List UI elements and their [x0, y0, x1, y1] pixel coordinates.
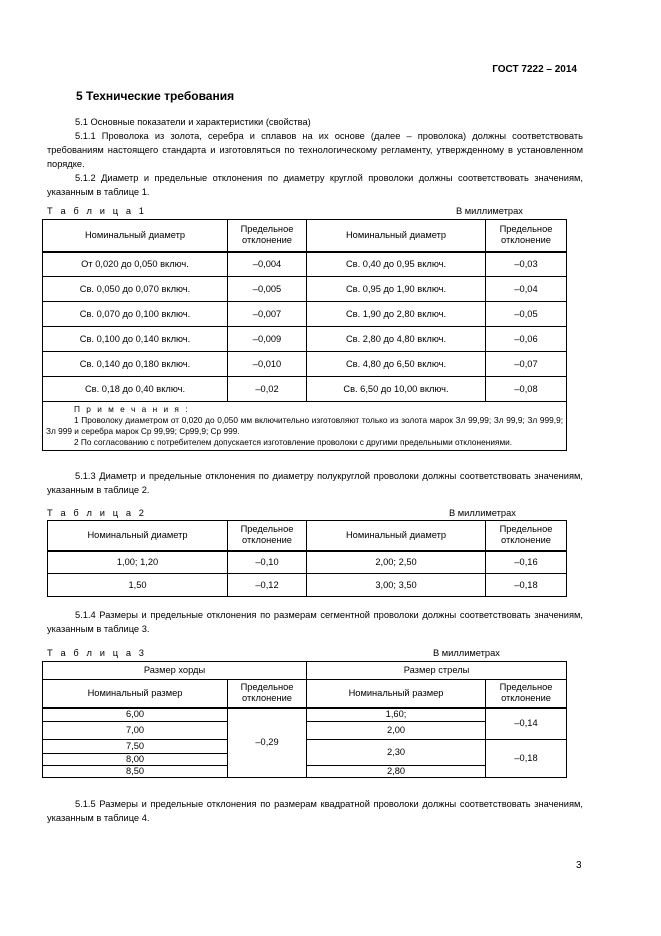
table3-header-cell: Предельное отклонение	[228, 680, 307, 708]
table3-group-chord: Размер хорды	[43, 662, 307, 680]
table3-header-row	[43, 680, 567, 708]
table-cell: –0,18	[486, 574, 567, 597]
table-cell: Св. 6,50 до 10,00 включ.	[307, 377, 486, 402]
note-2: 2 По согласованию с потребителем допускается изготовление проволоки с другими предельными отклонениями.	[74, 437, 513, 447]
table1-header-cell: Номинальный диаметр	[43, 220, 228, 252]
table1-caption: Т а б л и ц а 1	[47, 206, 147, 216]
table3-arrow-tolerance-2: –0,18	[486, 740, 567, 778]
table2-header-row	[48, 521, 567, 551]
table-cell: 2,80	[307, 766, 486, 778]
paragraph-5-1-4: 5.1.4 Размеры и предельные отклонения по размерам сегментной проволоки должны соответствовать значениям, указанным в таблице 3.	[47, 610, 583, 634]
table-cell: 2,00	[307, 722, 486, 740]
table2-header-cell: Предельное отклонение	[228, 521, 307, 551]
table-cell: –0,06	[486, 327, 567, 352]
table-cell: –0,010	[228, 352, 307, 377]
table3-group-arrow: Размер стрелы	[307, 662, 567, 680]
table-cell: –0,16	[486, 551, 567, 574]
table-cell: Св. 4,80 до 6,50 включ.	[307, 352, 486, 377]
table-row	[43, 352, 567, 377]
table-cell: –0,03	[486, 252, 567, 277]
table-cell: –0,07	[486, 352, 567, 377]
table1-header-cell: Предельное отклонение	[486, 220, 567, 252]
table-cell: –0,004	[228, 252, 307, 277]
table-cell: –0,12	[228, 574, 307, 597]
table3-header-cell: Номинальный размер	[43, 680, 228, 708]
table2	[47, 520, 567, 597]
paragraph-5-1-1: 5.1.1 Проволока из золота, серебра и сплавов на их основе (далее – проволока) должны соответствовать требованиям настоящего стандарта и изготовляться по технологическому регламенту, утвержденному в установленном порядке.	[47, 131, 583, 169]
table-row	[43, 252, 567, 277]
table-cell: 7,50	[43, 740, 228, 754]
table1-notes	[43, 402, 567, 451]
table-cell: –0,10	[228, 551, 307, 574]
table-cell: 6,00	[43, 708, 228, 722]
table-cell: Св. 0,070 до 0,100 включ.	[43, 302, 228, 327]
table-row	[48, 551, 567, 574]
table3-header-cell: Предельное отклонение	[486, 680, 567, 708]
table-cell: –0,02	[228, 377, 307, 402]
table3	[42, 661, 567, 778]
table-cell: 8,50	[43, 766, 228, 778]
table-cell: –0,04	[486, 277, 567, 302]
note-1: 1 Проволоку диаметром от 0,020 до 0,050 мм включительно изготовляют только из золота марок Зл 99,99; Зл 99,9; Зл 999,9; Зл 999 и серебра марок Ср 99,99; Ср99,9; Ср 999.	[46, 415, 563, 436]
table-cell: 1,00; 1,20	[48, 551, 228, 574]
table-cell: 3,00; 3,50	[307, 574, 486, 597]
table2-caption: Т а б л и ц а 2	[47, 508, 147, 518]
table1-units: В миллиметрах	[456, 206, 523, 216]
table-cell: Св. 0,140 до 0,180 включ.	[43, 352, 228, 377]
table3-caption: Т а б л и ц а 3	[47, 648, 147, 658]
section-title: 5 Технические требования	[76, 89, 235, 103]
table-cell: 2,00; 2,50	[307, 551, 486, 574]
table-cell: –0,009	[228, 327, 307, 352]
document-code: ГОСТ 7222 – 2014	[492, 64, 577, 75]
table-cell: Св. 0,40 до 0,95 включ.	[307, 252, 486, 277]
table2-header-cell: Номинальный диаметр	[48, 521, 228, 551]
paragraph-5-1-3: 5.1.3 Диаметр и предельные отклонения по диаметру полукруглой проволоки должны соответствовать значениям, указанным в таблице 2.	[47, 471, 583, 495]
table1-notes-row	[43, 402, 567, 451]
table-cell: От 0,020 до 0,050 включ.	[43, 252, 228, 277]
table-cell: –0,007	[228, 302, 307, 327]
table2-header-cell: Предельное отклонение	[486, 521, 567, 551]
table-cell: 7,00	[43, 722, 228, 740]
table-cell: 1,50	[48, 574, 228, 597]
table-cell: –0,05	[486, 302, 567, 327]
table-cell: 8,00	[43, 754, 228, 766]
table-cell: Св. 2,80 до 4,80 включ.	[307, 327, 486, 352]
table1-header-cell: Номинальный диаметр	[307, 220, 486, 252]
table2-units: В миллиметрах	[449, 508, 516, 518]
table-cell: 2,30	[307, 740, 486, 766]
table-cell: –0,08	[486, 377, 567, 402]
table3-chord-tolerance: –0,29	[228, 708, 307, 778]
paragraph-5-1: 5.1 Основные показатели и характеристики (свойства)	[75, 117, 311, 127]
table1-header-row	[43, 220, 567, 252]
table3-group-row	[43, 662, 567, 680]
table-row	[48, 574, 567, 597]
table-cell: Св. 0,18 до 0,40 включ.	[43, 377, 228, 402]
table2-header-cell: Номинальный диаметр	[307, 521, 486, 551]
table-cell: 1,60;	[307, 708, 486, 722]
table-row	[43, 327, 567, 352]
table1-header-cell: Предельное отклонение	[228, 220, 307, 252]
table3-arrow-tolerance-1: –0,14	[486, 708, 567, 740]
table-cell: –0,005	[228, 277, 307, 302]
table-row	[43, 277, 567, 302]
paragraph-5-1-5: 5.1.5 Размеры и предельные отклонения по размерам квадратной проволоки должны соответствовать значениям, указанным в таблице 4.	[47, 799, 583, 823]
table-cell: Св. 0,050 до 0,070 включ.	[43, 277, 228, 302]
table3-units: В миллиметрах	[433, 648, 500, 658]
table3-header-cell: Номинальный размер	[307, 680, 486, 708]
table-cell: Св. 0,100 до 0,140 включ.	[43, 327, 228, 352]
table-row	[43, 708, 567, 722]
table-cell: Св. 0,95 до 1,90 включ.	[307, 277, 486, 302]
notes-title: П р и м е ч а н и я :	[74, 404, 190, 414]
paragraph-5-1-2: 5.1.2 Диаметр и предельные отклонения по диаметру круглой проволоки должны соответствовать значениям, указанным в таблице 1.	[47, 173, 583, 197]
table-row	[43, 302, 567, 327]
table-row	[43, 377, 567, 402]
page-number: 3	[576, 860, 582, 871]
table1	[42, 219, 567, 451]
table-cell: Св. 1,90 до 2,80 включ.	[307, 302, 486, 327]
